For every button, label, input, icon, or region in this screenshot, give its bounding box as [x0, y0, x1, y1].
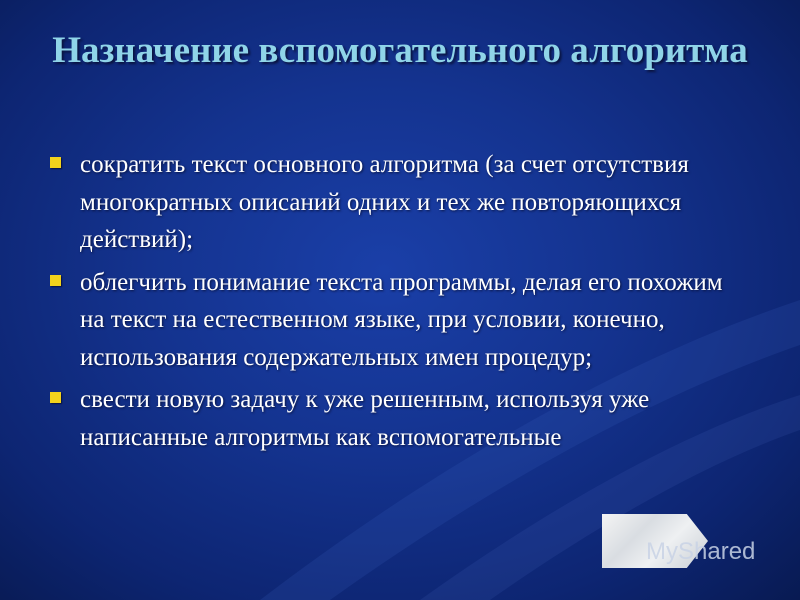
square-bullet-icon: [50, 157, 61, 168]
watermark-logo: [602, 514, 792, 568]
list-item: [48, 381, 748, 456]
list-item: [48, 146, 748, 259]
square-bullet-icon: [50, 275, 61, 286]
bullet-list: [48, 146, 748, 461]
square-bullet-icon: [50, 392, 61, 403]
bullet-text: свести новую задачу к уже решенным, используя уже написанные алгоритмы как вспомогательные: [80, 386, 650, 451]
bullet-text: облегчить понимание текста программы, делая его похожим на текст на естественном языке, при условии, конечно, использования содержательных имен процедур;: [80, 268, 723, 371]
watermark-text: MyShared: [646, 538, 756, 565]
bullet-text: сократить текст основного алгоритма (за счет отсутствия многократных описаний одних и тех же повторяющихся действий);: [80, 151, 689, 253]
slide-title: Назначение вспомогательного алгоритма: [52, 30, 748, 71]
list-item: [48, 264, 748, 377]
